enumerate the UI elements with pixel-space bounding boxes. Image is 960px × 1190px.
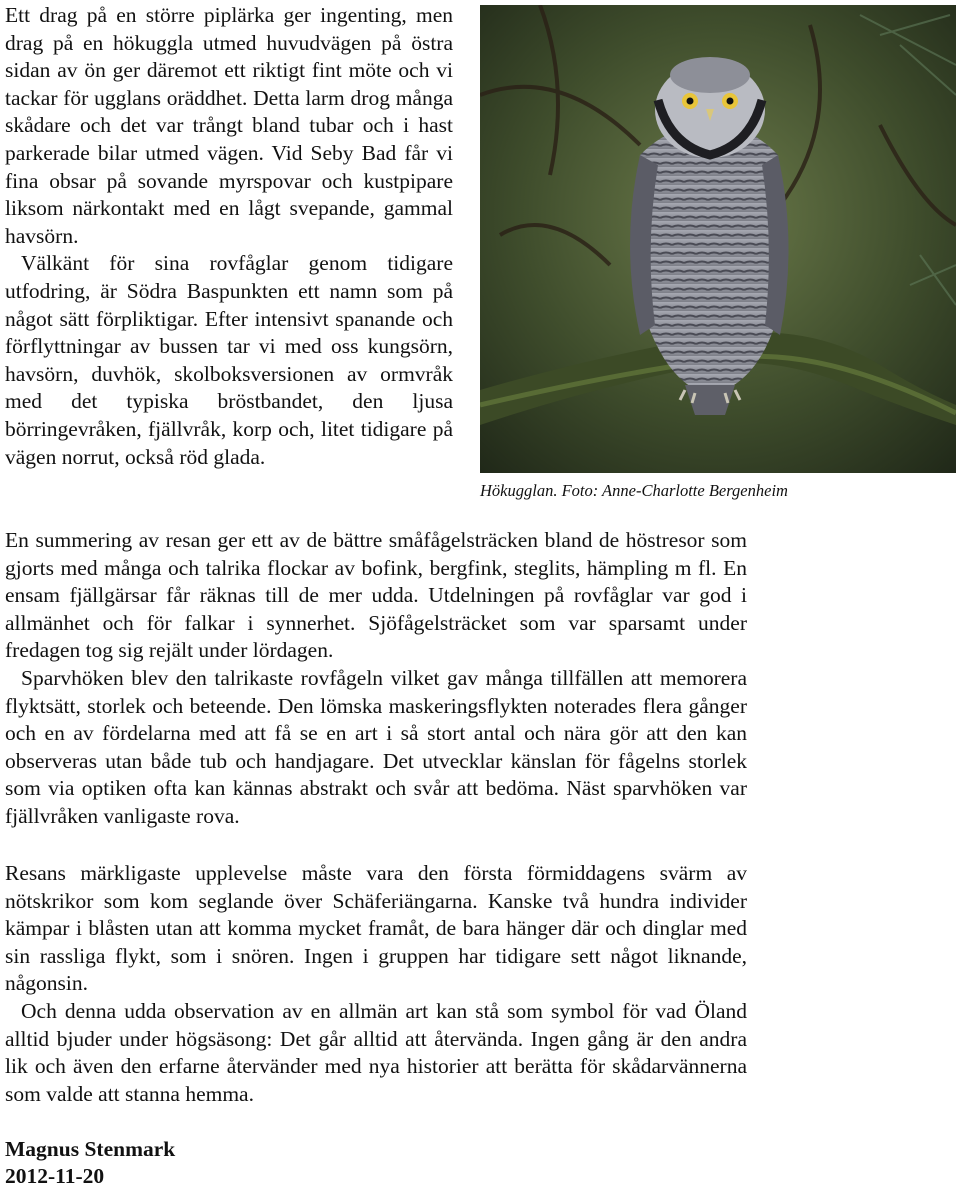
author-name: Magnus Stenmark bbox=[5, 1137, 176, 1161]
summary-paragraph-2: Sparvhöken blev den talrikaste rovfågeln vilket gav många tillfällen att memorera flyktsätt, storlek och beteende. Den lömska maskeringsflykten noterades flera gånger och en av fördelarna med att få se en art i så stort antal och nära gör att den kan observeras utan både tub och handjagare. Det utvecklar känslan för fågelns storlek som via optiken ofta kan kännas abstrakt och svår att bedöma. Näst sparvhöken var fjällvråken vanligaste rova. bbox=[5, 665, 747, 828]
owl-photo bbox=[480, 5, 956, 473]
intro-paragraph-2: Välkänt för sina rovfåglar genom tidigare utfodring, är Södra Baspunkten ett namn som på något sätt förpliktigar. Efter intensivt spanande och förflyttningar av bussen tar vi med oss kungsörn, havsörn, duvhök, skolboksversionen av ormvråk med det typiska bröstbandet, den ljusa börringevråken, fjällvråk, korp och, litet tidigare på vägen norrut, också röd glada. bbox=[5, 251, 453, 469]
summary-paragraph-1: En summering av resan ger ett av de bättre småfågelsträcken bland de höstresor som gjorts med många och talrika flockar av bofink, bergfink, steglits, hämpling m fl. En ensam fjällgärsar får räknas till de mer udda. Utdelningen på rovfåglar var god i allmänhet och för falkar i synnerhet. Sjöfågelsträcket som var sparsamt under fredagen tog sig rejält under lördagen. bbox=[5, 528, 747, 663]
highlight-paragraph-1: Resans märkligaste upplevelse måste vara den första förmiddagens svärm av nötskrikor som kom seglande över Schäferiängarna. Kanske två hundra individer kämpar i blåsten utan att komma mycket framåt, de bara hänger där och dinglar med sin rassliga flykt, som i snören. Ingen i gruppen har tidigare sett något liknande, någonsin. bbox=[5, 861, 747, 996]
intro-column bbox=[5, 2, 453, 471]
section-summary bbox=[5, 527, 747, 831]
article-date: 2012-11-20 bbox=[5, 1164, 105, 1188]
section-highlight bbox=[5, 860, 747, 1108]
intro-paragraph-1: Ett drag på en större piplärka ger ingenting, men drag på en hökuggla utmed huvudvägen på östra sidan av ön ger däremot ett riktigt fint möte och vi tackar för ugglans oräddhet. Detta larm drog många skådare och det var trångt bland tubar och i hast parkerade bilar utmed vägen. Vid Seby Bad får vi fina obsar på sovande myrspovar och kustpipare liksom närkontakt med en lågt svepande, gammal havsörn. bbox=[5, 3, 453, 248]
signature bbox=[5, 1136, 175, 1190]
photo-caption: Hökugglan. Foto: Anne-Charlotte Bergenheim bbox=[480, 481, 788, 500]
owl-figure bbox=[480, 5, 956, 501]
highlight-paragraph-2: Och denna udda observation av en allmän art kan stå som symbol för vad Öland alltid bjuder under högsäsong: Det går alltid att återvända. Ingen gång är den andra lik och även den erfarne återvänder med nya historier att berätta för skådarvännerna som valde att stanna hemma. bbox=[5, 998, 747, 1106]
